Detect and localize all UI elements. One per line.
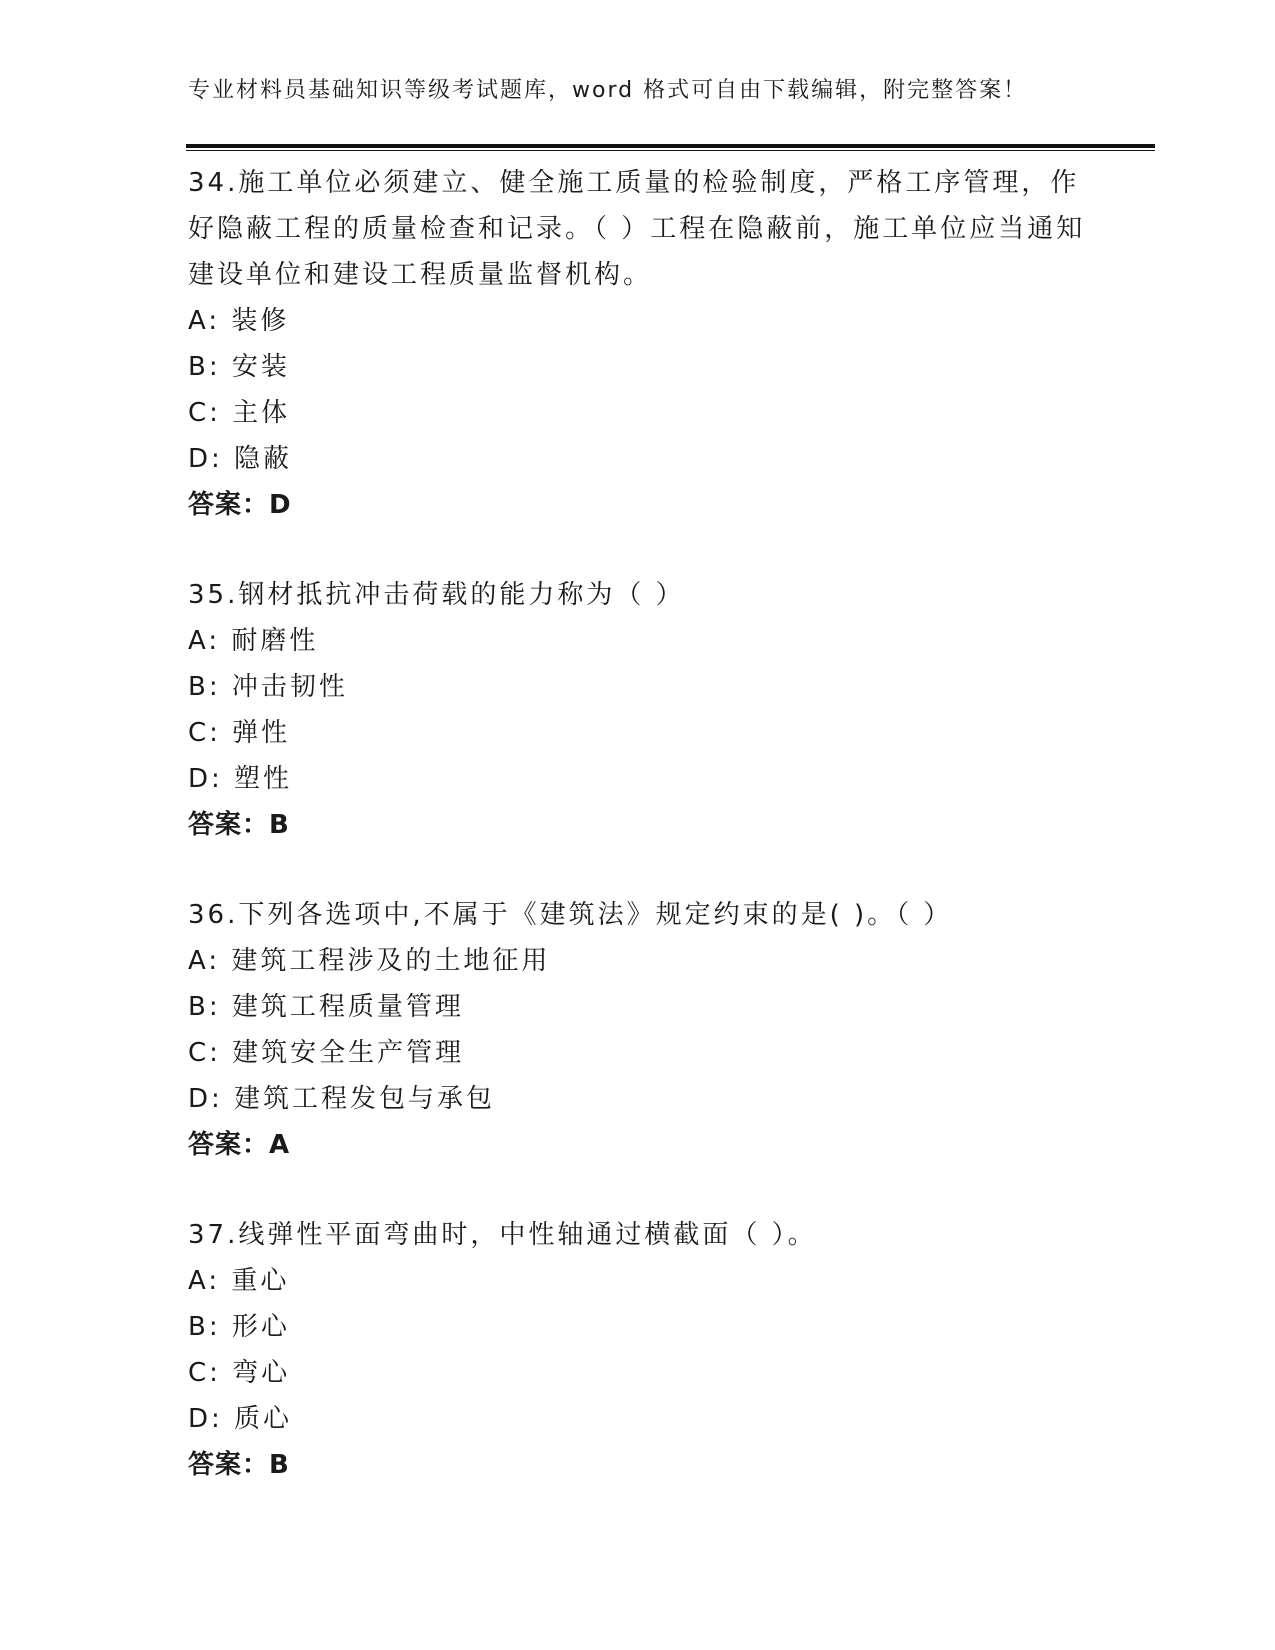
option-d: D: 质心 [188,1404,293,1434]
option-c: C: 弹性 [188,718,291,748]
header-rule-thin [186,150,1155,151]
option-d: D: 建筑工程发包与承包 [188,1084,496,1114]
option-c: C: 主体 [188,398,291,428]
answer: 答案：D [188,490,292,520]
page-header: 专业材料员基础知识等级考试题库，word 格式可自由下载编辑，附完整答案！ [188,78,1028,103]
option-a: A: 建筑工程涉及的土地征用 [188,946,551,976]
answer: 答案：A [188,1130,291,1160]
question-stem: 34.施工单位必须建立、健全施工质量的检验制度，严格工序管理，作好隐蔽工程的质量检查和记录。（ ）工程在隐蔽前，施工单位应当通知建设单位和建设工程质量监督机构。 [188,168,1086,290]
question-36 [188,892,1088,1168]
question-37 [188,1212,1088,1488]
question-35 [188,572,1088,848]
option-c: C: 弯心 [188,1358,291,1388]
option-b: B: 安装 [188,352,290,382]
header-rule-thick [186,144,1155,148]
option-d: D: 塑性 [188,764,293,794]
option-c: C: 建筑安全生产管理 [188,1038,465,1068]
option-a: A: 重心 [188,1266,290,1296]
option-b: B: 形心 [188,1312,290,1342]
question-stem: 36.下列各选项中,不属于《建筑法》规定约束的是( )。（ ） [188,900,953,930]
question-list [188,160,1088,1532]
question-stem: 37.线弹性平面弯曲时，中性轴通过横截面（ ）。 [188,1220,817,1250]
answer: 答案：B [188,810,290,840]
option-d: D: 隐蔽 [188,444,293,474]
option-a: A: 耐磨性 [188,626,319,656]
question-34 [188,160,1088,528]
option-b: B: 建筑工程质量管理 [188,992,464,1022]
option-b: B: 冲击韧性 [188,672,348,702]
answer: 答案：B [188,1450,290,1480]
option-a: A: 装修 [188,306,290,336]
question-stem: 35.钢材抵抗冲击荷载的能力称为（ ） [188,580,685,610]
